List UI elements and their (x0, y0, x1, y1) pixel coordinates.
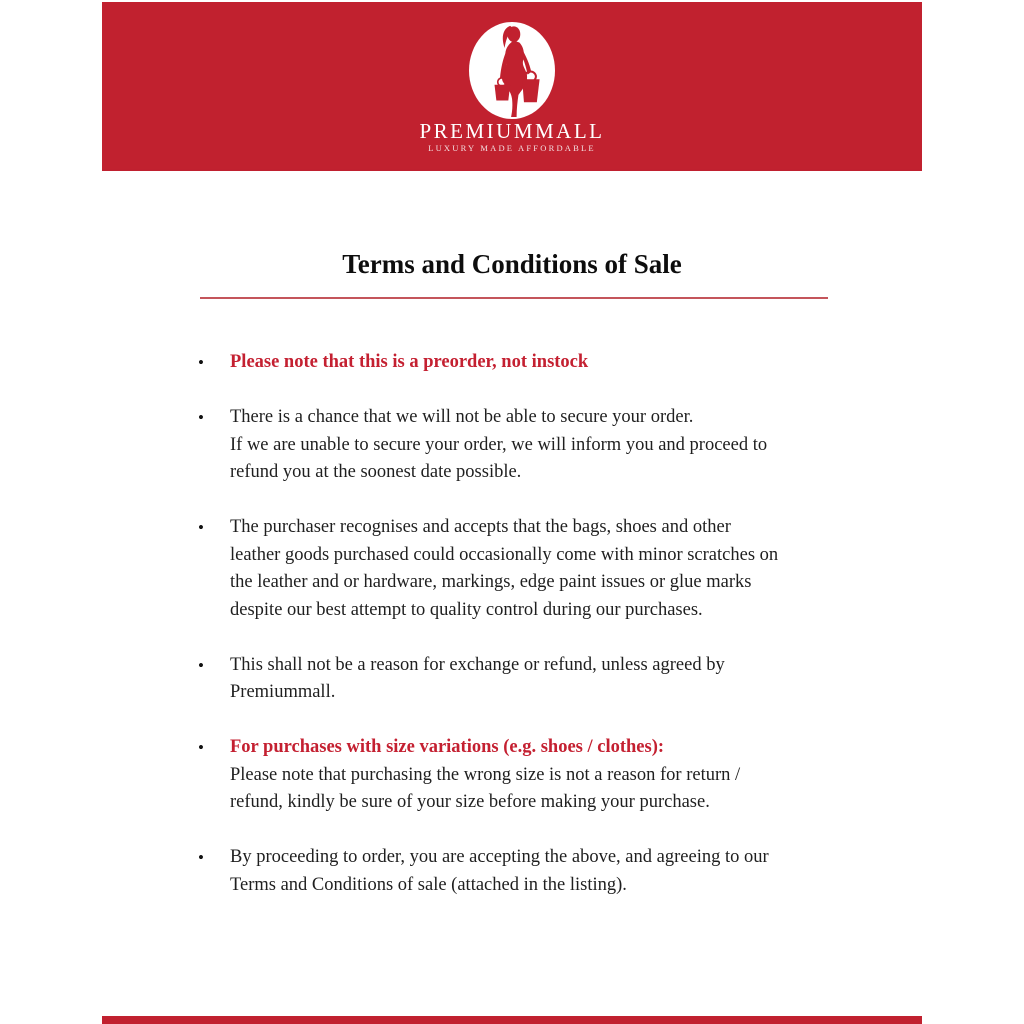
bullet-line: • The purchaser recognises and accepts that the bags, shoes and other (230, 517, 731, 537)
woman-with-shopping-bags-icon (482, 25, 542, 117)
bullet-line: • By proceeding to order, you are accepting the above, and agreeing to our (230, 847, 769, 867)
title-divider (200, 297, 828, 299)
bullet-line: the leather and or hardware, markings, edge paint issues or glue marks (230, 572, 752, 592)
list-item (197, 844, 877, 899)
bullet-lead-red: • For purchases with size variations (e.g. shoes / clothes): (230, 737, 665, 757)
list-item (197, 734, 877, 817)
brand-logo (469, 22, 555, 119)
list-item (197, 652, 877, 707)
bullet-line: despite our best attempt to quality control during our purchases. (230, 599, 703, 620)
header-banner (102, 2, 922, 171)
bullet-line: refund you at the soonest date possible. (230, 462, 522, 482)
bullet-line: leather goods purchased could occasionally come with minor scratches on (230, 544, 779, 565)
terms-list (197, 349, 877, 927)
footer-bar (102, 1016, 922, 1024)
bullet-lead-red: • Please note that this is a preorder, not instock (230, 352, 589, 372)
bullet-line: • There is a chance that we will not be able to secure your order. (230, 407, 694, 427)
brand-tagline: LUXURY MADE AFFORDABLE (428, 143, 596, 153)
page-title: Terms and Conditions of Sale (342, 249, 682, 279)
bullet-line: • This shall not be a reason for exchange or refund, unless agreed by (230, 654, 725, 675)
bullet-line: If we are unable to secure your order, we will inform you and proceed to (230, 434, 768, 455)
brand-name: PREMIUMMALL (419, 119, 605, 143)
list-item (197, 349, 877, 377)
bullet-line: refund, kindly be sure of your size before making your purchase. (230, 792, 710, 812)
list-item (197, 514, 877, 624)
bullet-line: Terms and Conditions of sale (attached in the listing). (230, 874, 627, 895)
bullet-line: Premiummall. (230, 682, 336, 702)
list-item (197, 404, 877, 487)
bullet-line: Please note that purchasing the wrong size is not a reason for return / (230, 764, 741, 785)
